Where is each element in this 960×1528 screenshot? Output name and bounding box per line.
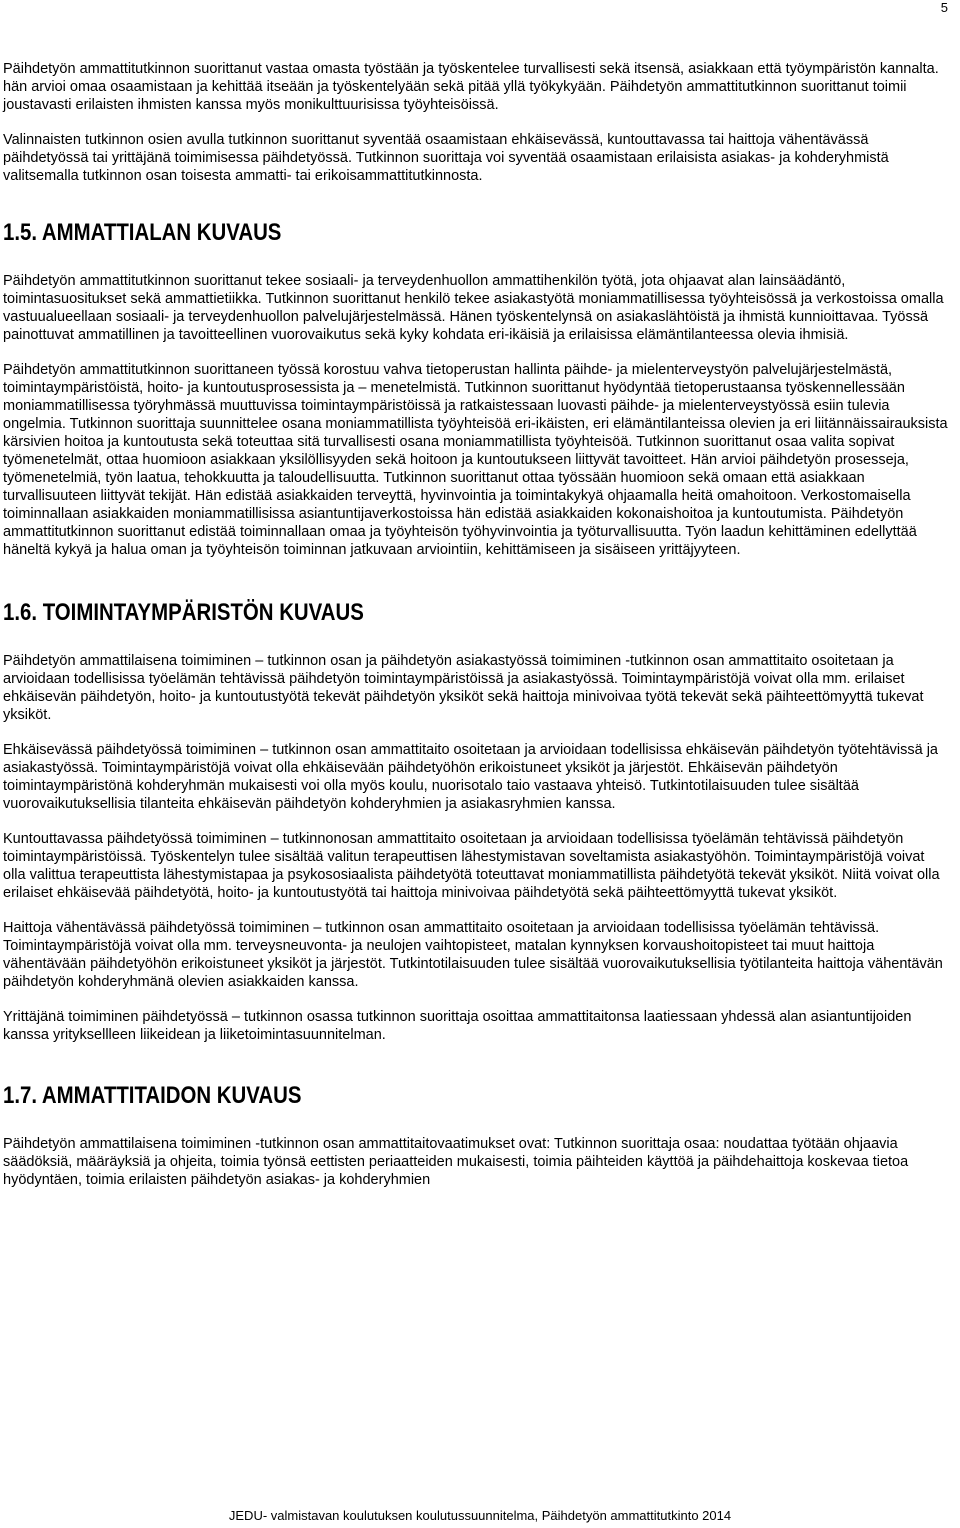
page-footer: JEDU- valmistavan koulutuksen koulutussuunnitelma, Päihdetyön ammattitutkinto 2014 xyxy=(228,1508,732,1523)
intro-paragraph-2: Valinnaisten tutkinnon osien avulla tutkinnon suorittanut syventää osaamistaan ehkäisevässä, kuntouttavassa tai haittoja vähentävässä päihdetyössä tai yrittäjänä toimimisessa päihdetyössä. Tutkinnon suorittaja voi syventää osaamistaan erilaisista asiakas- ja kohderyhmistä valitsemalla tutkinnon osan toisesta ammatti- tai erikoisammattitutkinnosta. xyxy=(3,132,889,184)
section-heading-1-7: 1.7. AMMATTITAIDON KUVAUS xyxy=(3,1082,302,1109)
document-body xyxy=(3,60,951,1206)
section-1-6-paragraph-1: Päihdetyön ammattilaisena toimiminen – tutkinnon osan ja päihdetyön asiakastyössä toimiminen -tutkinnon osan ammattitaito osoitetaan ja arvioidaan todellisissa työelämän tehtävissä päihdetyön toimintaympäristöissä ja asiakastyössä. Toimintaympäristöjä voivat olla mm. erilaiset ehkäisevän päihdetyön, hoito- ja kuntoutustyötä tekevät päihdetyön yksiköt sekä haittoja minivoivaa työtä tekevät sekä päihteettömyyttä tukevat yksiköt. xyxy=(3,653,924,723)
section-heading-1-5: 1.5. AMMATTIALAN KUVAUS xyxy=(3,219,282,246)
section-1-6-paragraph-4: Haittoja vähentävässä päihdetyössä toimiminen – tutkinnon osan ammattitaito osoitetaan ja arvioidaan todellisissa työelämän tehtävissä. Toimintaympäristöjä voivat olla mm. terveysneuvonta- ja neulojen vaihtopisteet, matalan kynnyksen korvaushoitopisteet tai muut haittoja vähentävään päihdetyöhön erikoistuneet yksiköt ja järjestöt. Tutkintotilaisuuden tulee sisältää vuorovaikutuksellisia työtilanteita haittoja vähentävän päihdetyön kohderyhmänä olevien asiakkaiden kanssa. xyxy=(3,920,943,990)
section-1-5-paragraph-2: Päihdetyön ammattitutkinnon suorittaneen työssä korostuu vahva tietoperustan hallinta päihde- ja mielenterveystyön palvelujärjestelmästä, toimintaympäristöistä, hoito- ja kuntoutusprosessista ja – menetelmistä. Tutkinnon suorittanut hyödyntää tietoperustaansa työskennellessään moniammatillisessa työryhmässä muuttuvissa toimintaympäristöissä ja ratkaistessaan luovasti päihde- ja mielenterveystyössä esiin tulevia ongelmia. Tutkinnon suorittaja suunnittelee osana moniammatillista työyhteisöä eri-ikäisten, eri elämäntilanteissa olevien ja eri liitännäissairauksista kärsivien hoitoa ja kuntoutusta sekä toteuttaa sitä turvallisesti osana moniammatillista työyhteisöä. Tutkinnon suorittanut osaa valita sopivat työmenetelmät, ottaa huomioon asiakkaan yksilöllisyyden sekä hoitoon ja kuntoutukseen liittyvät tavoitteet. Hän arvioi päihdetyön prosesseja, työmenetelmiä, työn laatua, tehokkuutta ja taloudellisuutta. Tutkinnon suorittanut ottaa työssään huomioon sekä omaan että asiakkaan turvallisuuteen liittyvät tekijät. Hän edistää asiakkaiden terveyttä, hyvinvointia ja toimintakykyä ohjaamalla heitä omahoitoon. Verkostomaisella toiminnallaan asiakkaiden moniammatillisissa asiantuntijaverkostoissa hän edistää asiakkaiden kokonaishoitoa ja kuntoutumista. Päihdetyön ammattitutkinnon suorittanut edistää toiminnallaan omaa ja työyhteisön työhyvinvointia ja työturvallisuutta. Työn laadun kehittäminen edellyttää häneltä kykyä ja halua oman ja työyhteisön toiminnan jatkuvaan arviointiin, kehittämiseen ja sisäiseen yrittäjyyteen. xyxy=(3,362,948,558)
section-heading-1-6: 1.6. TOIMINTAYMPÄRISTÖN KUVAUS xyxy=(3,599,364,626)
intro-paragraph-1: Päihdetyön ammattitutkinnon suorittanut vastaa omasta työstään ja työskentelee turvallisesti sekä itsensä, asiakkaan että työympäristön kannalta. hän arvioi omaa osaamistaan ja kehittää itseään ja työskentelyään sekä pitää yllä työkykyään. Päihdetyön ammattitutkinnon suorittanut toimii joustavasti erilaisten ihmisten kanssa myös monikulttuurisissa työyhteisöissä. xyxy=(3,61,939,113)
page-number: 5 xyxy=(940,0,948,15)
section-1-6-paragraph-3: Kuntouttavassa päihdetyössä toimiminen – tutkinnonosan ammattitaito osoitetaan ja arvioidaan todellisissa työelämän tehtävissä päihdetyön toimintaympäristöissä. Työskentelyn tulee sisältää valitun terapeuttisen lähestymistavan soveltamista asiakastyöhön. Toimintaympäristöjä voivat olla valittua terapeuttista lähestymistapaa ja psykososiaalista päihdetyötä toteuttavat moniammatillista päihdetyötä tekevät yksiköt. Niitä voivat olla erilaiset ehkäisevää päihdetyötä, hoito- ja kuntoutustyötä tai haittoja minivoivaa päihdetyötä sekä päihteettömyyttä tukevat yksiköt. xyxy=(3,831,940,901)
section-1-6-paragraph-5: Yrittäjänä toimiminen päihdetyössä – tutkinnon osassa tutkinnon suorittaja osoittaa ammattitaitonsa laatiessaan yhdessä alan asiantuntijoiden kanssa yrityksellleen liikeidean ja liiketoimintasuunnitelman. xyxy=(3,1009,912,1043)
section-1-5-paragraph-1: Päihdetyön ammattitutkinnon suorittanut tekee sosiaali- ja terveydenhuollon ammattihenkilön työtä, jota ohjaavat alan lainsäädäntö, toimintasuositukset sekä ammattietiikka. Tutkinnon suorittanut henkilö tekee asiakastyötä moniammatillisessa työyhteisössä ja verkostoissa omalla vastuualueellaan sosiaali- ja terveydenhuollon palvelujärjestelmässä. Hänen työskentelynsä on asiakaslähtöistä ja ihmistä kunnioittavaa. Työssä painottuvat ammatillinen ja tavoitteellinen vuorovaikutus sekä kyky kohdata eri-ikäisiä ja erilaisissa elämäntilanteessa olevia ihmisiä. xyxy=(3,273,944,343)
section-1-6-paragraph-2: Ehkäisevässä päihdetyössä toimiminen – tutkinnon osan ammattitaito osoitetaan ja arvioidaan todellisissa ehkäisevän päihdetyön työtehtävissä ja asiakastyössä. Toimintaympäristöjä voivat olla ehkäisevään päihdetyöhön erikoistuneet yksiköt ja järjestöt. Ehkäisevän päihdetyön toimintaympäristönä kohderyhmän mukaisesti voi olla myös koulu, nuorisotalo taio vastaava yhteisö. Tutkintotilaisuuden tulee sisältää vuorovaikutuksellisia tilanteita ehkäisevän päihdetyön kohderyhmien ja asiakasryhmien kanssa. xyxy=(3,742,938,812)
section-1-7-paragraph-1: Päihdetyön ammattilaisena toimiminen -tutkinnon osan ammattitaitovaatimukset ovat: Tutkinnon suorittaja osaa: noudattaa työtään ohjaavia säädöksiä, määräyksiä ja ohjeita, toimia työnsä eettisten periaatteiden mukaisesti, toimia päihteiden käyttöä ja päihdehaittoja koskevaa tietoa hyödyntäen, toimia erilaisten päihdetyön asiakas- ja kohderyhmien xyxy=(3,1136,909,1188)
